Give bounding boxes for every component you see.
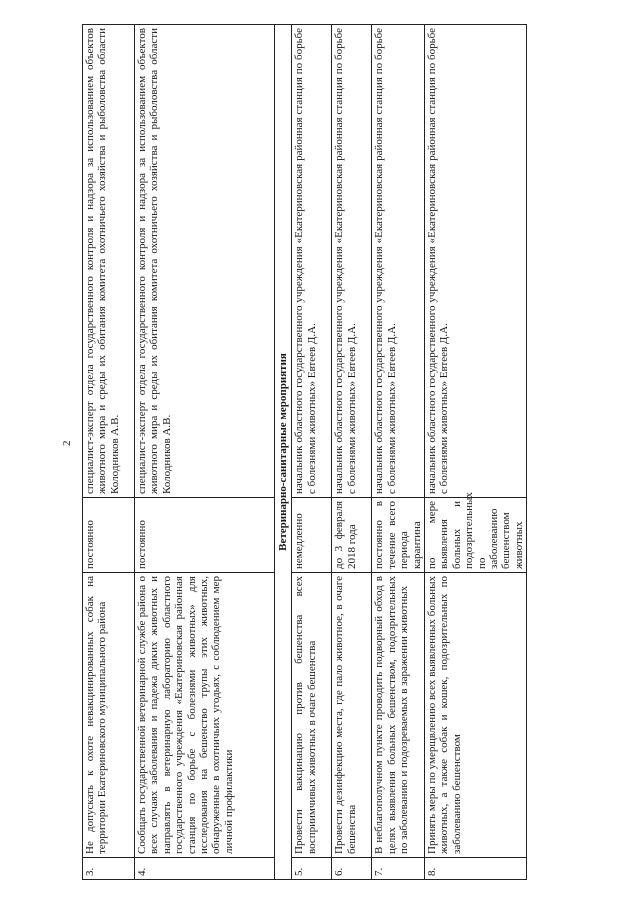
measures-table xyxy=(82,24,527,880)
measure-text: Сообщать государственной ветеринарной службе района о всех случаях заболевания и падежа диких животных и направлять в ветеринарную лабораторию областного государственного учреждения «Екатериновская районная станция по борьбе с болезнями животных» для исследования на бешенство трупы этих животных, обнаруженные в охотничьих угодьях, с соблюдением мер личной профилактики xyxy=(135,573,275,858)
measure-text: Не допускать к охоте невакцинированных собак на территории Екатериновского муниципального района xyxy=(83,573,135,858)
rotated-landscape-page xyxy=(82,25,538,880)
deadline-text: постоянно в течение всего периода карантина xyxy=(372,498,425,573)
section-heading-row xyxy=(275,25,292,880)
section-heading: Ветеринарно-санитарные мероприятия xyxy=(275,25,292,880)
table-row xyxy=(332,25,372,880)
deadline-text: постоянно xyxy=(83,498,135,573)
deadline-text: по мере выявления больных и подозрительных по заболеванию бешенством животных xyxy=(425,498,527,573)
row-number: 7. xyxy=(372,858,425,880)
deadline-text: немедленно xyxy=(292,498,332,573)
page-number: 2 xyxy=(61,440,73,446)
row-number: 8. xyxy=(425,858,527,880)
table-row xyxy=(83,25,135,880)
table-row xyxy=(372,25,425,880)
responsible-text: начальник областного государственного учреждения «Екатериновская районная станция по борьбе с болезнями животных» Евтеев Д.А. xyxy=(425,25,527,498)
measure-text: В неблагополучном пункте проводить подворный обход в целях выявления больных бешенством, подозрительных по заболеванию и подозреваемых в заражении животных xyxy=(372,573,425,858)
table-row xyxy=(292,25,332,880)
deadline-text: до 3 февраля 2018 года xyxy=(332,498,372,573)
row-number: 4. xyxy=(135,858,275,880)
responsible-text: начальник областного государственного учреждения «Екатериновская районная станция по борьбе с болезнями животных» Евтеев Д.А. xyxy=(332,25,372,498)
responsible-text: специалист-эксперт отдела государственного контроля и надзора за использованием объектов животного мира и среды их обитания комитета охотничьего хозяйства и рыболовства области Колодников А.В. xyxy=(135,25,275,498)
deadline-text: постоянно xyxy=(135,498,275,573)
measure-text: Принять меры по умерщвлению всех выявленных больных животных, а также собак и кошек, подозрительных по заболеванию бешенством xyxy=(425,573,527,858)
measure-text: Провести вакцинацию против бешенства всех восприимчивых животных в очаге бешенства xyxy=(292,573,332,858)
table-row xyxy=(425,25,527,880)
table-row xyxy=(135,25,275,880)
row-number: 3. xyxy=(83,858,135,880)
row-number: 5. xyxy=(292,858,332,880)
responsible-text: начальник областного государственного учреждения «Екатериновская районная станция по борьбе с болезнями животных» Евтеев Д.А. xyxy=(372,25,425,498)
measure-text: Провести дезинфекцию места, где пало животное, в очаге бешенства xyxy=(332,573,372,858)
row-number: 6. xyxy=(332,858,372,880)
responsible-text: начальник областного государственного учреждения «Екатериновская районная станция по борьбе с болезнями животных» Евтеев Д.А. xyxy=(292,25,332,498)
responsible-text: специалист-эксперт отдела государственного контроля и надзора за использованием объектов животного мира и среды их обитания комитета охотничьего хозяйства и рыболовства области Колодников А.В. xyxy=(83,25,135,498)
